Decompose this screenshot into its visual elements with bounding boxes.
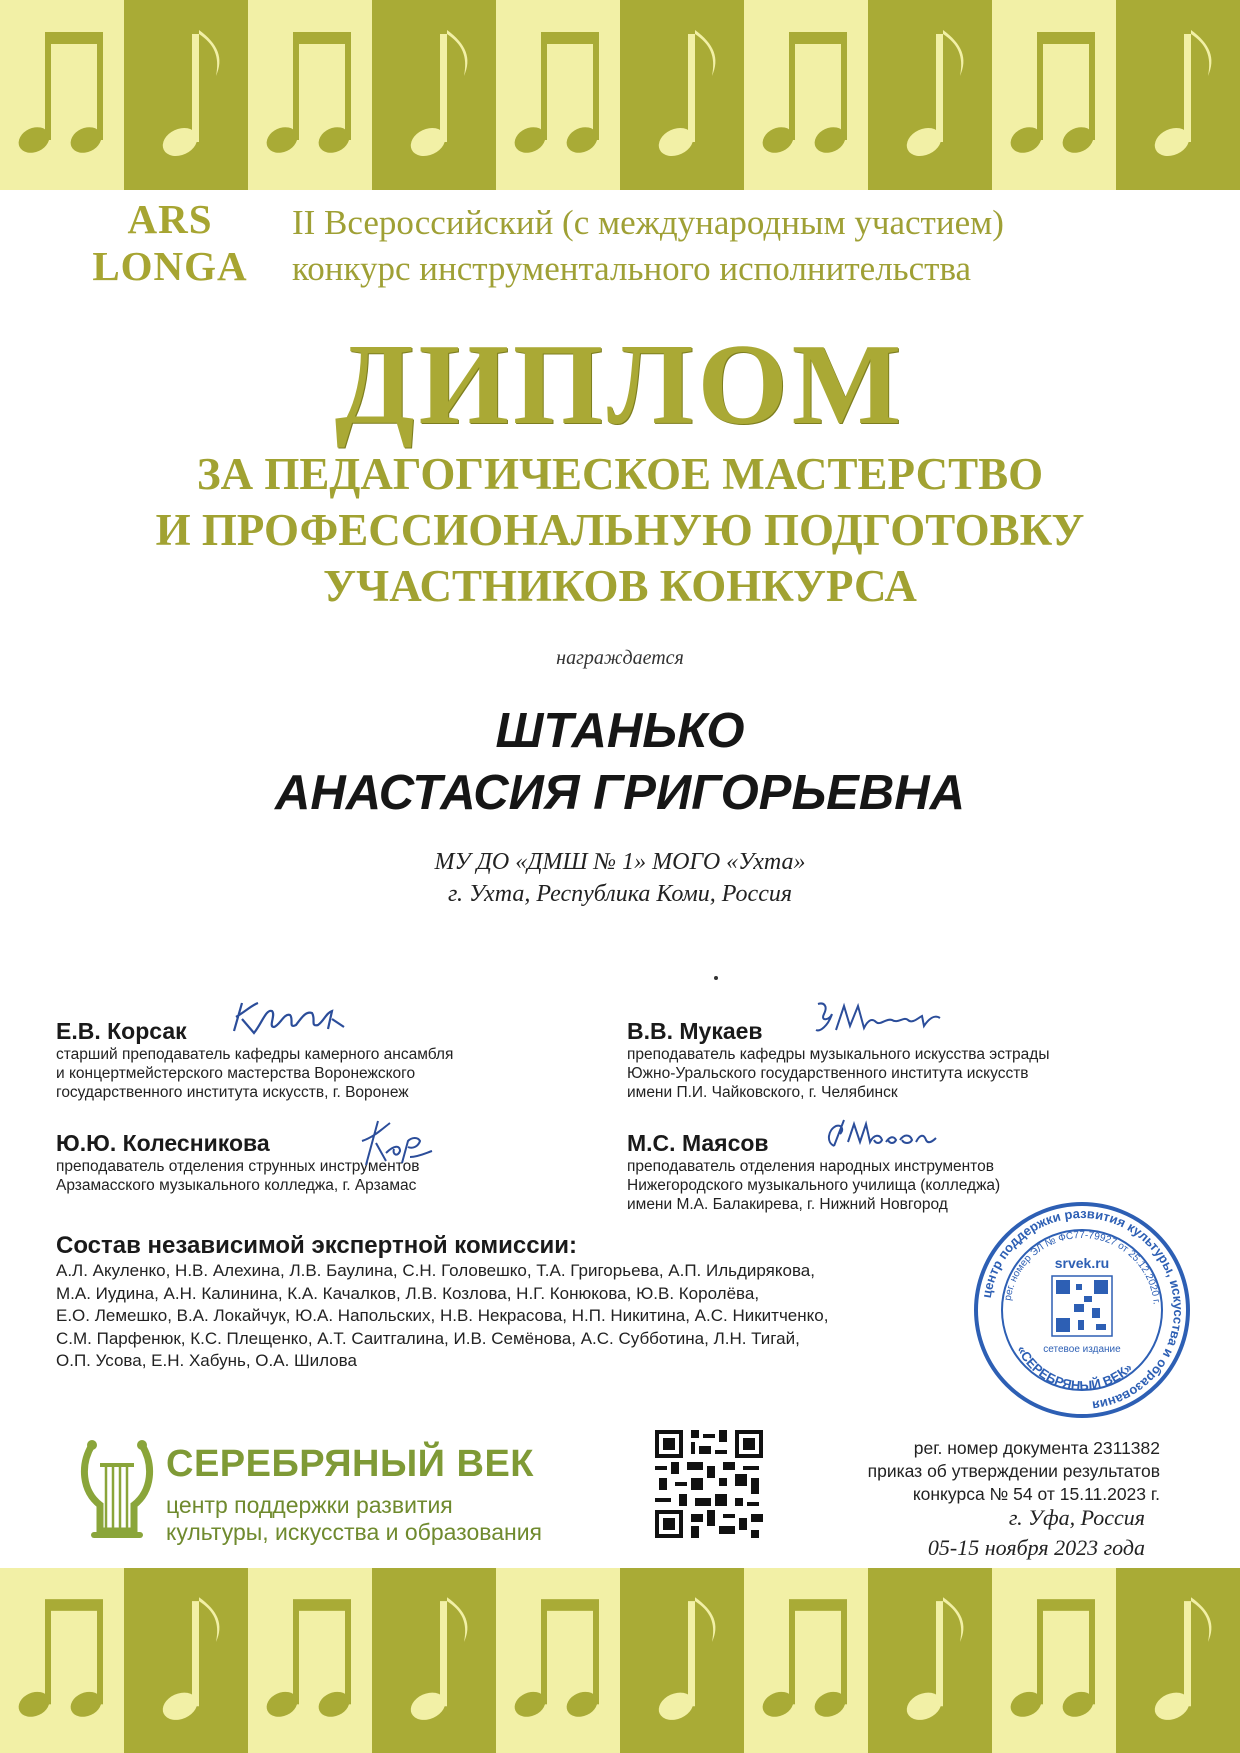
note-tile — [496, 1568, 620, 1753]
music-note-icon — [744, 0, 868, 190]
juror-desc-2: Южно-Уральского государственного института искусств — [627, 1065, 1029, 1082]
signature-korsak — [228, 997, 358, 1043]
music-note-icon — [992, 0, 1116, 190]
document-info — [790, 1437, 1160, 1506]
music-note-icon — [124, 1568, 248, 1753]
music-note-icon — [1116, 0, 1240, 190]
note-tile — [620, 1568, 744, 1753]
brand-line-1: ARS — [127, 196, 213, 242]
recipient-name — [0, 700, 1240, 824]
commission-line-4: С.М. Парфенюк, К.С. Плещенко, А.Т. Саитгалина, И.В. Семёнова, А.С. Субботина, Л.Н. Тигай, — [56, 1328, 800, 1348]
subtitle-line-3: УЧАСТНИКОВ КОНКУРСА — [323, 561, 917, 611]
recipient-surname: ШТАНЬКО — [495, 704, 745, 758]
signature-mayasov — [820, 1112, 944, 1156]
stray-mark — [714, 976, 718, 980]
note-tile — [248, 0, 372, 190]
music-note-icon — [124, 0, 248, 190]
music-note-icon — [372, 0, 496, 190]
note-tile — [124, 0, 248, 190]
bottom-note-band — [0, 1568, 1240, 1753]
note-tile — [1116, 0, 1240, 190]
diploma-subtitle — [0, 446, 1240, 614]
stamp-kind: сетевое издание — [1043, 1344, 1121, 1355]
music-note-icon — [248, 0, 372, 190]
music-note-icon — [992, 1568, 1116, 1753]
note-tile — [992, 0, 1116, 190]
recipient-given-names: АНАСТАСИЯ ГРИГОРЬЕВНА — [275, 766, 965, 820]
stamp-qr-code-icon — [1052, 1276, 1112, 1336]
contest-line-1: II Всероссийский (с международным участием) — [292, 203, 1004, 242]
juror-name: В.В. Мукаев — [627, 1018, 763, 1044]
juror-desc-1: преподаватель кафедры музыкального искусства эстрады — [627, 1046, 1050, 1063]
logo-sub-line-2: культуры, искусства и образования — [166, 1519, 543, 1545]
logo-title: СЕРЕБРЯНЫЙ ВЕК — [166, 1443, 534, 1485]
juror-desc-2: Нижегородского музыкального училища (колледжа) — [627, 1177, 1001, 1194]
org-name: МУ ДО «ДМШ № 1» МОГО «Ухта» — [434, 849, 806, 875]
signature-mukaev — [812, 996, 952, 1040]
order-line-2: конкурса № 54 от 15.11.2023 г. — [912, 1484, 1160, 1504]
note-tile — [620, 0, 744, 190]
juror-name: Е.В. Корсак — [56, 1018, 187, 1044]
logo-subtitle — [166, 1492, 542, 1546]
subtitle-line-2: И ПРОФЕССИОНАЛЬНУЮ ПОДГОТОВКУ — [155, 505, 1085, 555]
juror-desc-1: старший преподаватель кафедры камерного ансамбля — [56, 1046, 454, 1063]
stamp-site: srvek.ru — [1054, 1255, 1110, 1271]
note-tile — [1116, 1568, 1240, 1753]
note-tile — [372, 0, 496, 190]
dates: 05-15 ноября 2023 года — [927, 1535, 1145, 1560]
music-note-icon — [248, 1568, 372, 1753]
note-tile — [868, 1568, 992, 1753]
note-tile — [992, 1568, 1116, 1753]
place-and-dates — [860, 1503, 1145, 1563]
juror-desc-3: имени М.А. Балакирева, г. Нижний Новгород — [627, 1196, 948, 1213]
music-note-icon — [1116, 1568, 1240, 1753]
juror-desc-3: государственного института искусств, г. Воронеж — [56, 1084, 409, 1101]
music-note-icon — [744, 1568, 868, 1753]
commission-title: Состав независимой экспертной комиссии: — [56, 1232, 578, 1259]
logo-sub-line-1: центр поддержки развития — [166, 1492, 453, 1518]
signature-kolesnikova — [356, 1115, 436, 1171]
commission-line-5: О.П. Усова, Е.Н. Хабунь, О.А. Шилова — [56, 1351, 357, 1370]
commission-line-3: Е.О. Лемешко, В.А. Локайчук, Ю.А. Напольских, Н.В. Некрасова, Н.П. Никитина, А.С. Никитченко, — [56, 1306, 829, 1325]
org-location: г. Ухта, Республика Коми, Россия — [447, 881, 793, 907]
commission-line-1: А.Л. Акуленко, Н.В. Алехина, Л.В. Баулина, С.Н. Головешко, Т.А. Григорьева, А.П. Ильдирякова, — [56, 1261, 815, 1280]
music-note-icon — [868, 1568, 992, 1753]
recipient-organization — [0, 846, 1240, 910]
expert-commission — [56, 1232, 956, 1373]
silver-age-logo — [78, 1435, 598, 1545]
music-note-icon — [0, 1568, 124, 1753]
city: г. Уфа, Россия — [1008, 1505, 1145, 1530]
juror-desc-2: и концертмейстерского мастерства Воронежского — [56, 1065, 416, 1082]
juror-desc-1: преподаватель отделения народных инструментов — [627, 1158, 994, 1175]
music-note-icon — [620, 1568, 744, 1753]
subtitle-line-1: ЗА ПЕДАГОГИЧЕСКОЕ МАСТЕРСТВО — [196, 449, 1044, 499]
note-tile — [124, 1568, 248, 1753]
note-tile — [868, 0, 992, 190]
juror-desc-1: преподаватель отделения струнных инструментов — [56, 1158, 420, 1175]
juror-desc-2: Арзамасского музыкального колледжа, г. Арзамас — [56, 1177, 417, 1194]
document-reg-number: рег. номер документа 2311382 — [913, 1438, 1160, 1458]
contest-title — [292, 200, 1192, 292]
top-note-band — [0, 0, 1240, 190]
note-tile — [744, 1568, 868, 1753]
juror-name: Ю.Ю. Колесникова — [56, 1130, 270, 1156]
diploma-title: ДИПЛОМ — [334, 321, 906, 449]
note-tile — [0, 1568, 124, 1753]
commission-line-2: М.А. Иудина, А.Н. Калинина, К.А. Качалков, Л.В. Козлова, Н.Г. Конюкова, Ю.В. Королёва, — [56, 1283, 760, 1303]
stamp-outer-text: центр поддержки развития культуры, искусства и образования — [978, 1205, 1187, 1414]
contest-line-2: конкурс инструментального исполнительства — [292, 249, 972, 288]
qr-code-icon — [655, 1430, 763, 1538]
juror-desc-3: имени П.И. Чайковского, г. Челябинск — [627, 1084, 898, 1101]
note-tile — [372, 1568, 496, 1753]
note-tile — [248, 1568, 372, 1753]
stamp-reg-text: рег. номер ЭЛ № ФС77-79927 от 25.12.2020 г. — [1002, 1229, 1162, 1305]
music-note-icon — [372, 1568, 496, 1753]
music-note-icon — [0, 0, 124, 190]
stamp-seal-icon — [972, 1200, 1192, 1420]
music-note-icon — [496, 0, 620, 190]
note-tile — [0, 0, 124, 190]
lyre-icon — [78, 1435, 156, 1545]
music-note-icon — [868, 0, 992, 190]
juror-name: М.С. Маясов — [627, 1130, 769, 1156]
order-line-1: приказ об утверждении результатов — [867, 1461, 1160, 1481]
note-tile — [496, 0, 620, 190]
juror-kolesnikova — [56, 1129, 526, 1195]
brand-line-2: LONGA — [92, 243, 248, 289]
music-note-icon — [620, 0, 744, 190]
stamp-name: «СЕРЕБРЯНЫЙ ВЕК» — [1014, 1343, 1136, 1394]
note-tile — [744, 0, 868, 190]
awarded-label: награждается — [556, 647, 684, 669]
ars-longa-brand — [70, 196, 270, 290]
music-note-icon — [496, 1568, 620, 1753]
